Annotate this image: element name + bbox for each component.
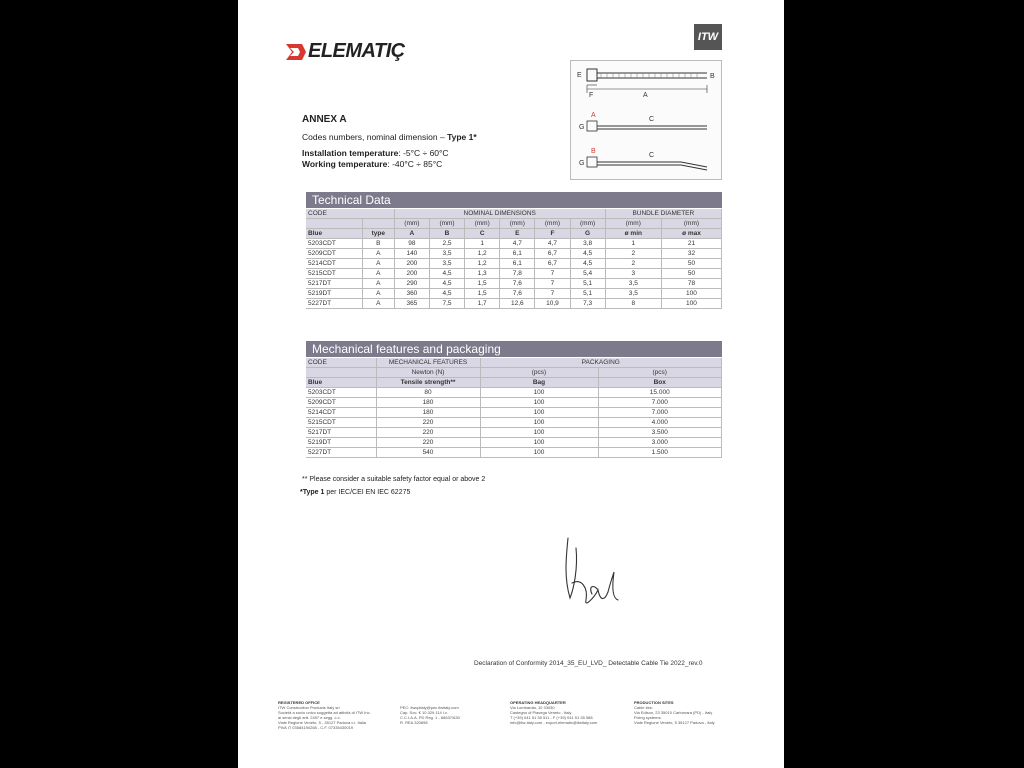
- mech-table-cell: 5227DT: [306, 448, 376, 458]
- footer-line: ITW Construction Products Italy srl: [278, 705, 340, 710]
- tech-table-row: [306, 259, 722, 269]
- installation-value: : -5°C ÷ 60°C: [398, 148, 449, 158]
- mech-table-cell: 100: [480, 388, 598, 398]
- footer-line: Fixing systems:: [634, 715, 662, 720]
- elematic-logo-icon: [286, 42, 306, 62]
- footer-line: Castegno di Piavega Veneto - Italy: [510, 710, 572, 715]
- working-label: Working temperature: [302, 159, 388, 169]
- tech-table-cell: 5227DT: [306, 299, 362, 309]
- diagram-variant-b: B: [591, 148, 596, 155]
- tech-table-cell: 1,2: [465, 249, 500, 259]
- tech-column-header: B: [429, 229, 464, 239]
- tech-unit: (mm): [394, 219, 429, 229]
- footer-pec: [400, 705, 460, 725]
- tech-table-cell: 1,7: [465, 299, 500, 309]
- document-page: [238, 0, 784, 768]
- tech-group-nominal: NOMINAL DIMENSIONS: [394, 209, 605, 219]
- tech-table-cell: 4,7: [535, 239, 570, 249]
- diagram-label-g-b: G: [579, 160, 585, 167]
- mechanical-header: Mechanical features and packaging: [306, 341, 722, 357]
- codes-line-type: Type 1*: [447, 132, 477, 142]
- footer-line: Società a socio unico soggetta ad attività di ITW Inc.: [278, 710, 371, 715]
- tech-table-row: [306, 269, 722, 279]
- mech-group-code: CODE: [306, 358, 376, 368]
- tech-column-header: ø min: [605, 229, 661, 239]
- tech-table-cell: 7: [535, 279, 570, 289]
- diagram-variant-a: A: [591, 112, 596, 119]
- tech-table-row: [306, 249, 722, 259]
- tech-unit: (mm): [465, 219, 500, 229]
- mech-table-cell: 100: [480, 418, 598, 428]
- tech-column-header: E: [500, 229, 535, 239]
- mech-table-cell: 5217DT: [306, 428, 376, 438]
- tech-table-cell: 98: [394, 239, 429, 249]
- tech-group-code: CODE: [306, 209, 394, 219]
- tech-table-cell: 6,1: [500, 259, 535, 269]
- tech-table-cell: 3,5: [605, 289, 661, 299]
- tech-table-cell: 1,2: [465, 259, 500, 269]
- mech-table-cell: 180: [376, 398, 480, 408]
- mech-table-cell: 220: [376, 438, 480, 448]
- tech-table-cell: 100: [661, 289, 721, 299]
- mech-table-cell: 1.500: [598, 448, 722, 458]
- mech-group-mech: MECHANICAL FEATURES: [376, 358, 480, 368]
- tech-table-cell: 4,5: [429, 269, 464, 279]
- footer-line: Via Edison, 23 35010 Carbonara (PD) - Italy: [634, 710, 713, 715]
- tech-table-cell: 290: [394, 279, 429, 289]
- installation-temperature: [302, 148, 449, 158]
- installation-label: Installation temperature: [302, 148, 399, 158]
- tech-table-cell: 7: [535, 269, 570, 279]
- tech-table-cell: 8: [605, 299, 661, 309]
- mech-table-cell: 220: [376, 418, 480, 428]
- tech-table-cell: 4,5: [570, 249, 605, 259]
- tech-column-header: type: [362, 229, 394, 239]
- mech-table-cell: 100: [480, 408, 598, 418]
- tech-table-cell: 1: [465, 239, 500, 249]
- tech-table-cell: 10,9: [535, 299, 570, 309]
- tech-table-row: [306, 299, 722, 309]
- footer-production: [634, 700, 715, 725]
- tech-table-cell: A: [362, 289, 394, 299]
- working-temperature: [302, 159, 442, 169]
- tech-table-cell: B: [362, 239, 394, 249]
- tech-table-row: [306, 289, 722, 299]
- handwritten-signature: [548, 528, 638, 618]
- tech-table-cell: 2: [605, 259, 661, 269]
- tech-unit: (mm): [429, 219, 464, 229]
- tech-table-cell: 7,6: [500, 289, 535, 299]
- diagram-label-e: E: [577, 72, 582, 79]
- technical-data-table: [306, 209, 722, 309]
- mech-table-cell: 5215CDT: [306, 418, 376, 428]
- tech-group-bundle: BUNDLE DIAMETER: [605, 209, 721, 219]
- tech-table-cell: 5,4: [570, 269, 605, 279]
- footer-line: Cable ties:: [634, 705, 653, 710]
- mech-table-row: [306, 418, 722, 428]
- tech-table-cell: 100: [661, 299, 721, 309]
- mech-table-cell: 100: [480, 398, 598, 408]
- tech-table-cell: A: [362, 299, 394, 309]
- mech-column-header: Tensile strength**: [376, 378, 480, 388]
- mech-table-row: [306, 438, 722, 448]
- tech-table-cell: 200: [394, 269, 429, 279]
- mech-table-row: [306, 398, 722, 408]
- diagram-label-c-a: C: [649, 116, 655, 123]
- mech-table-row: [306, 388, 722, 398]
- footer-registered-head: REGISTERED OFFICE: [278, 700, 320, 705]
- tech-unit: (mm): [661, 219, 721, 229]
- tech-table-cell: 3,5: [429, 249, 464, 259]
- mech-table-cell: 220: [376, 428, 480, 438]
- tech-table-row: [306, 279, 722, 289]
- tech-table-cell: 3,5: [429, 259, 464, 269]
- tech-table-cell: 7: [535, 289, 570, 299]
- itw-logo: ITW: [694, 24, 722, 50]
- mech-column-header: Bag: [480, 378, 598, 388]
- tech-table-cell: 32: [661, 249, 721, 259]
- tech-unit: (mm): [535, 219, 570, 229]
- footer-hq-head: OPERATING HEADQUARTER: [510, 700, 566, 705]
- tech-column-header: ø max: [661, 229, 721, 239]
- tech-table-cell: 3,8: [570, 239, 605, 249]
- diagram-label-g-a: G: [579, 124, 585, 131]
- logo-text: ELEMATIÇ: [308, 40, 405, 62]
- cable-tie-drawing: [571, 61, 721, 179]
- tech-table-cell: 1,5: [465, 289, 500, 299]
- cable-tie-diagram: [570, 60, 722, 180]
- mech-table-cell: 540: [376, 448, 480, 458]
- mech-table-cell: 180: [376, 408, 480, 418]
- mech-table-row: [306, 408, 722, 418]
- tech-table-cell: 6,7: [535, 259, 570, 269]
- tech-table-cell: 7,8: [500, 269, 535, 279]
- footer-line: info@itw-italy.com - export.elematic@itwitaly.com: [510, 720, 598, 725]
- technical-data-header: Technical Data: [306, 192, 722, 208]
- mech-unit-bag: (pcs): [480, 368, 598, 378]
- tech-column-header: C: [465, 229, 500, 239]
- footer-line: Cap. Soc. € 10.329.114 i.v.: [400, 710, 448, 715]
- tech-table-cell: 5203CDT: [306, 239, 362, 249]
- tech-table-cell: 2: [605, 249, 661, 259]
- footer-line: PIVA IT 03584190268 - C.F. 07335430019: [278, 725, 354, 730]
- tech-column-header: G: [570, 229, 605, 239]
- tech-table-cell: 1,5: [465, 279, 500, 289]
- tech-table-cell: 365: [394, 299, 429, 309]
- tech-table-cell: A: [362, 269, 394, 279]
- mech-table-cell: 80: [376, 388, 480, 398]
- diagram-label-c-b: C: [649, 152, 655, 159]
- footer-prod-head: PRODUCTION SITES: [634, 700, 674, 705]
- mech-table-cell: 7.000: [598, 408, 722, 418]
- footer-hq: [510, 700, 597, 725]
- type-note: [300, 489, 410, 496]
- codes-line: [302, 132, 477, 142]
- tech-table-cell: 5209CDT: [306, 249, 362, 259]
- annex-title: ANNEX A: [302, 114, 347, 125]
- mech-table-cell: 5219DT: [306, 438, 376, 448]
- mech-table-cell: 5214CDT: [306, 408, 376, 418]
- mech-table-cell: 100: [480, 428, 598, 438]
- footer-line: Viale Regione Veneto, 5 - 35127 Padova c.i. Italia: [278, 720, 366, 725]
- footer-line: T (+39) 041 51 35 511 - F (+39) 041 51 35 588: [510, 715, 593, 720]
- tech-table-cell: 2,5: [429, 239, 464, 249]
- mech-table-cell: 5203CDT: [306, 388, 376, 398]
- tech-table-cell: 1: [605, 239, 661, 249]
- tech-table-cell: 1,3: [465, 269, 500, 279]
- mech-table-row: [306, 448, 722, 458]
- mech-table-row: [306, 428, 722, 438]
- tech-table-cell: 6,1: [500, 249, 535, 259]
- tech-unit: (mm): [605, 219, 661, 229]
- mech-table-cell: 7.000: [598, 398, 722, 408]
- mech-column-header: Box: [598, 378, 722, 388]
- mech-table-cell: 100: [480, 438, 598, 448]
- tech-table-cell: A: [362, 249, 394, 259]
- tech-column-header: F: [535, 229, 570, 239]
- tech-table-cell: 7,5: [429, 299, 464, 309]
- tech-table-cell: 5219DT: [306, 289, 362, 299]
- tech-table-cell: A: [362, 279, 394, 289]
- mech-table-cell: 3.500: [598, 428, 722, 438]
- codes-line-text: Codes numbers, nominal dimension –: [302, 132, 445, 142]
- tech-table-cell: 5214CDT: [306, 259, 362, 269]
- tech-table-cell: 4,5: [429, 279, 464, 289]
- footer-line: C.C.I.A.A. PD Reg. 1 - 86637/630: [400, 715, 460, 720]
- diagram-label-a: A: [643, 92, 648, 99]
- tech-table-cell: 360: [394, 289, 429, 299]
- tech-table-cell: 12,6: [500, 299, 535, 309]
- tech-table-cell: 5,1: [570, 279, 605, 289]
- mech-table-cell: 100: [480, 448, 598, 458]
- tech-table-row: [306, 239, 722, 249]
- tech-table-cell: 200: [394, 259, 429, 269]
- footer-registered: [278, 700, 371, 730]
- tech-unit: (mm): [570, 219, 605, 229]
- footer: [278, 700, 748, 740]
- tech-table-cell: 78: [661, 279, 721, 289]
- tech-table-cell: A: [362, 259, 394, 269]
- mech-unit-box: (pcs): [598, 368, 722, 378]
- diagram-label-b-top: B: [710, 73, 715, 80]
- tech-table-cell: 140: [394, 249, 429, 259]
- type-note-text: per IEC/CEI EN IEC 62275: [324, 489, 411, 496]
- tech-table-cell: 21: [661, 239, 721, 249]
- footer-line: Viale Regione Veneto, 5 35127 Padova - Italy: [634, 720, 715, 725]
- mech-table-cell: 15.000: [598, 388, 722, 398]
- elematic-logo: [286, 40, 426, 66]
- mechanical-table: [306, 358, 722, 458]
- tech-table-cell: 5,1: [570, 289, 605, 299]
- tech-table-cell: 7,6: [500, 279, 535, 289]
- safety-note: ** Please consider a suitable safety factor equal or above 2: [302, 476, 486, 483]
- mech-table-cell: 3.000: [598, 438, 722, 448]
- footer-line: R. REA 320898: [400, 720, 428, 725]
- mech-unit-newton: Newton (N): [376, 368, 480, 378]
- diagram-label-f: F: [589, 92, 594, 99]
- tech-table-cell: 6,7: [535, 249, 570, 259]
- tech-unit: (mm): [500, 219, 535, 229]
- mech-table-cell: 4.000: [598, 418, 722, 428]
- working-value: : -40°C ÷ 85°C: [387, 159, 443, 169]
- declaration-line: Declaration of Conformity 2014_35_EU_LVD_ Detectable Cable Tie 2022_rev.0: [474, 660, 703, 667]
- tech-column-header: A: [394, 229, 429, 239]
- tech-table-cell: 50: [661, 259, 721, 269]
- tech-table-cell: 3,5: [605, 279, 661, 289]
- mech-table-cell: 5209CDT: [306, 398, 376, 408]
- tech-table-cell: 4,5: [429, 289, 464, 299]
- tech-table-cell: 5215CDT: [306, 269, 362, 279]
- tech-table-cell: 50: [661, 269, 721, 279]
- tech-table-cell: 4,5: [570, 259, 605, 269]
- tech-table-cell: 4,7: [500, 239, 535, 249]
- tech-table-cell: 7,3: [570, 299, 605, 309]
- tech-table-cell: 5217DT: [306, 279, 362, 289]
- mech-column-header: Blue: [306, 378, 376, 388]
- type-note-bold: *Type 1: [300, 489, 325, 496]
- tech-column-header: Blue: [306, 229, 362, 239]
- tech-table-cell: 3: [605, 269, 661, 279]
- footer-line: PEC: itwcpitaly@pec.itwitaly.com: [400, 705, 459, 710]
- mech-group-pack: PACKAGING: [480, 358, 722, 368]
- footer-line: ai sensi degli artt. 2497 e segg. c.c.: [278, 715, 341, 720]
- footer-line: Via Lombardia, 10 33030: [510, 705, 555, 710]
